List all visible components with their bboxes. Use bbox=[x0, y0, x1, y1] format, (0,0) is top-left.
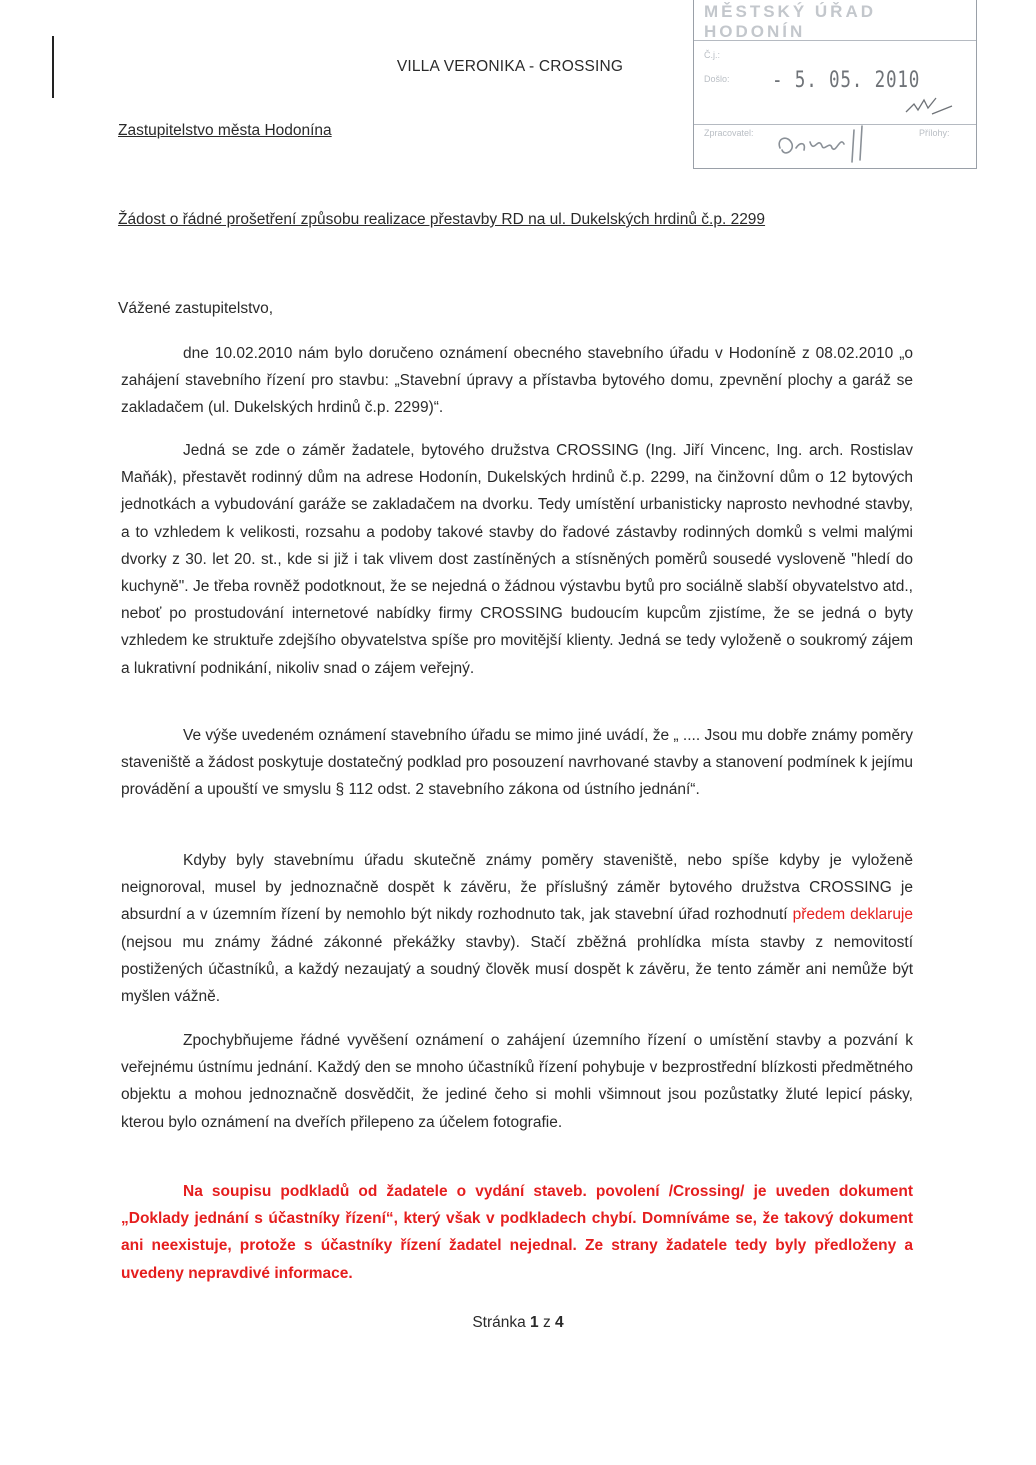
margin-mark bbox=[52, 36, 54, 98]
paragraph-5: Zpochybňujeme řádné vyvěšení oznámení o zahájení územního řízení o umístění stavby a pozvání k veřejnému ústnímu jednání. Každý den se mnoho účastníků řízení pohybuje v bezprostřední blízkosti předmětného objektu a mohou jednoznačně dosvědčit, že jediné čeho si mohli všimnout jsou pozůstatky žluté lepicí pásky, kterou bylo oznámení na dveřích přilepeno za účelem fotografie. bbox=[121, 1032, 913, 1131]
subject-line: Žádost o řádné prošetření způsobu realizace přestavby RD na ul. Dukelských hrdinů č.p. 2299 bbox=[118, 211, 766, 228]
paragraph-4-text-a: Kdyby byly stavebnímu úřadu skutečně známy poměry staveniště, nebo spíše kdyby je vyloženě neignoroval, musel by jednoznačně dospět k závěru, že příslušný záměr bytového družstva CROSSING je absurdní a v územním řízení by nemohlo být nikdy rozhodnuto tak, jak stavební úřad rozhodnutí bbox=[121, 852, 913, 924]
stamp-label-received: Došlo: bbox=[704, 74, 730, 84]
paragraph-6-warning: Na soupisu podkladů od žadatele o vydání staveb. povolení /Crossing/ je uveden dokument „Doklady jednání s účastníky řízení“, který však v podkladech chybí. Domníváme se, že takový dokument ani neexistuje, protože s účastníky řízení žadatel nejednal. Ze strany žadatele tedy byly předloženy a uvedeny nepravdivé informace. bbox=[121, 1183, 913, 1282]
footer-prefix: Stránka bbox=[472, 1314, 531, 1331]
stamp-label-attachments: Přílohy: bbox=[919, 128, 950, 138]
addressee: Zastupitelstvo města Hodonína bbox=[118, 122, 332, 139]
paragraph-3: Ve výše uvedeném oznámení stavebního úřadu se mimo jiné uvádí, že „ .... Jsou mu dobře známy poměry staveniště a žádost poskytuje dostatečný podklad pro posouzení navrhované stavby a stanovení podmínek k jejímu provádění a upouští ve smyslu § 112 odst. 2 stavebního zákona od ústního jednání“. bbox=[121, 727, 913, 799]
registry-stamp bbox=[693, 0, 977, 169]
paragraph-4 bbox=[121, 847, 913, 1010]
paragraph-4-highlight: předem deklaruje bbox=[792, 906, 913, 924]
stamp-label-ref: Č.j.: bbox=[704, 50, 721, 60]
paragraph-1: dne 10.02.2010 nám bylo doručeno oznámení obecného stavebního úřadu v Hodoníně z 08.02.2010 „o zahájení stavebního řízení pro stavbu: „Stavební úpravy a přístavba bytového domu, zpevnění plochy a garáž se zakladačem (ul. Dukelských hrdinů č.p. 2299)“. bbox=[121, 345, 913, 417]
handler-signature-icon bbox=[766, 122, 886, 168]
letterhead: VILLA VERONIKA - CROSSING bbox=[396, 58, 624, 75]
stamp-title: MĚSTSKÝ ÚŘAD HODONÍN bbox=[704, 2, 877, 41]
stamp-registration-scribble-icon bbox=[902, 88, 962, 118]
paragraph-2: Jedná se zde o záměr žadatele, bytového družstva CROSSING (Ing. Jiří Vincenc, Ing. arch. Rostislav Maňák), přestavět rodinný dům na adrese Hodonín, Dukelských hrdinů č.p. 2299, na činžovní dům o 12 bytových jednotkách a vybudování garáže se zakladačem na dvorku. Tedy umístění urbanisticky naprosto nevhodné stavby, a to vzhledem k velikosti, rozsahu a podoby takové stavby do řadové zástavby rodinných domků s velmi malými dvorky z 30. let 20. st., kde si již i tak vlivem dost zastíněných a stísněných poměrů sousedé vysloveně "hledí do kuchyně". Je třeba rovněž podotknout, že se nejedná o žádnou výstavbu bytů pro sociálně slabší obyvatelstvo atd., neboť po prostudování internetové nabídky firmy CROSSING budoucím kupcům zjistíme, že se jedná o byty vzhledem ke struktuře zdejšího obyvatelstva spíše pro movitější klienty. Jedná se tedy vyloženě o soukromý zájem a lukrativní podnikání, nikoliv snad o zájem veřejný. bbox=[121, 442, 913, 677]
paragraph-4-text-b: (nejsou mu známy žádné zákonné překážky stavby). Stačí zběžná prohlídka místa stavby z nemovitostí postižených účastníků, a každý nezaujatý a soudný člověk musí dospět k závěru, že tento záměr ani nemůže být myšlen vážně. bbox=[121, 933, 913, 1006]
stamp-label-handler: Zpracovatel: bbox=[704, 128, 754, 138]
footer-current-page: 1 bbox=[530, 1314, 539, 1331]
page-footer bbox=[0, 1314, 1036, 1332]
footer-total-pages: 4 bbox=[555, 1314, 564, 1331]
footer-middle: z bbox=[538, 1314, 556, 1331]
stamp-received-date: - 5. 05. 2010 bbox=[772, 68, 921, 93]
salutation: Vážené zastupitelstvo, bbox=[118, 300, 274, 317]
